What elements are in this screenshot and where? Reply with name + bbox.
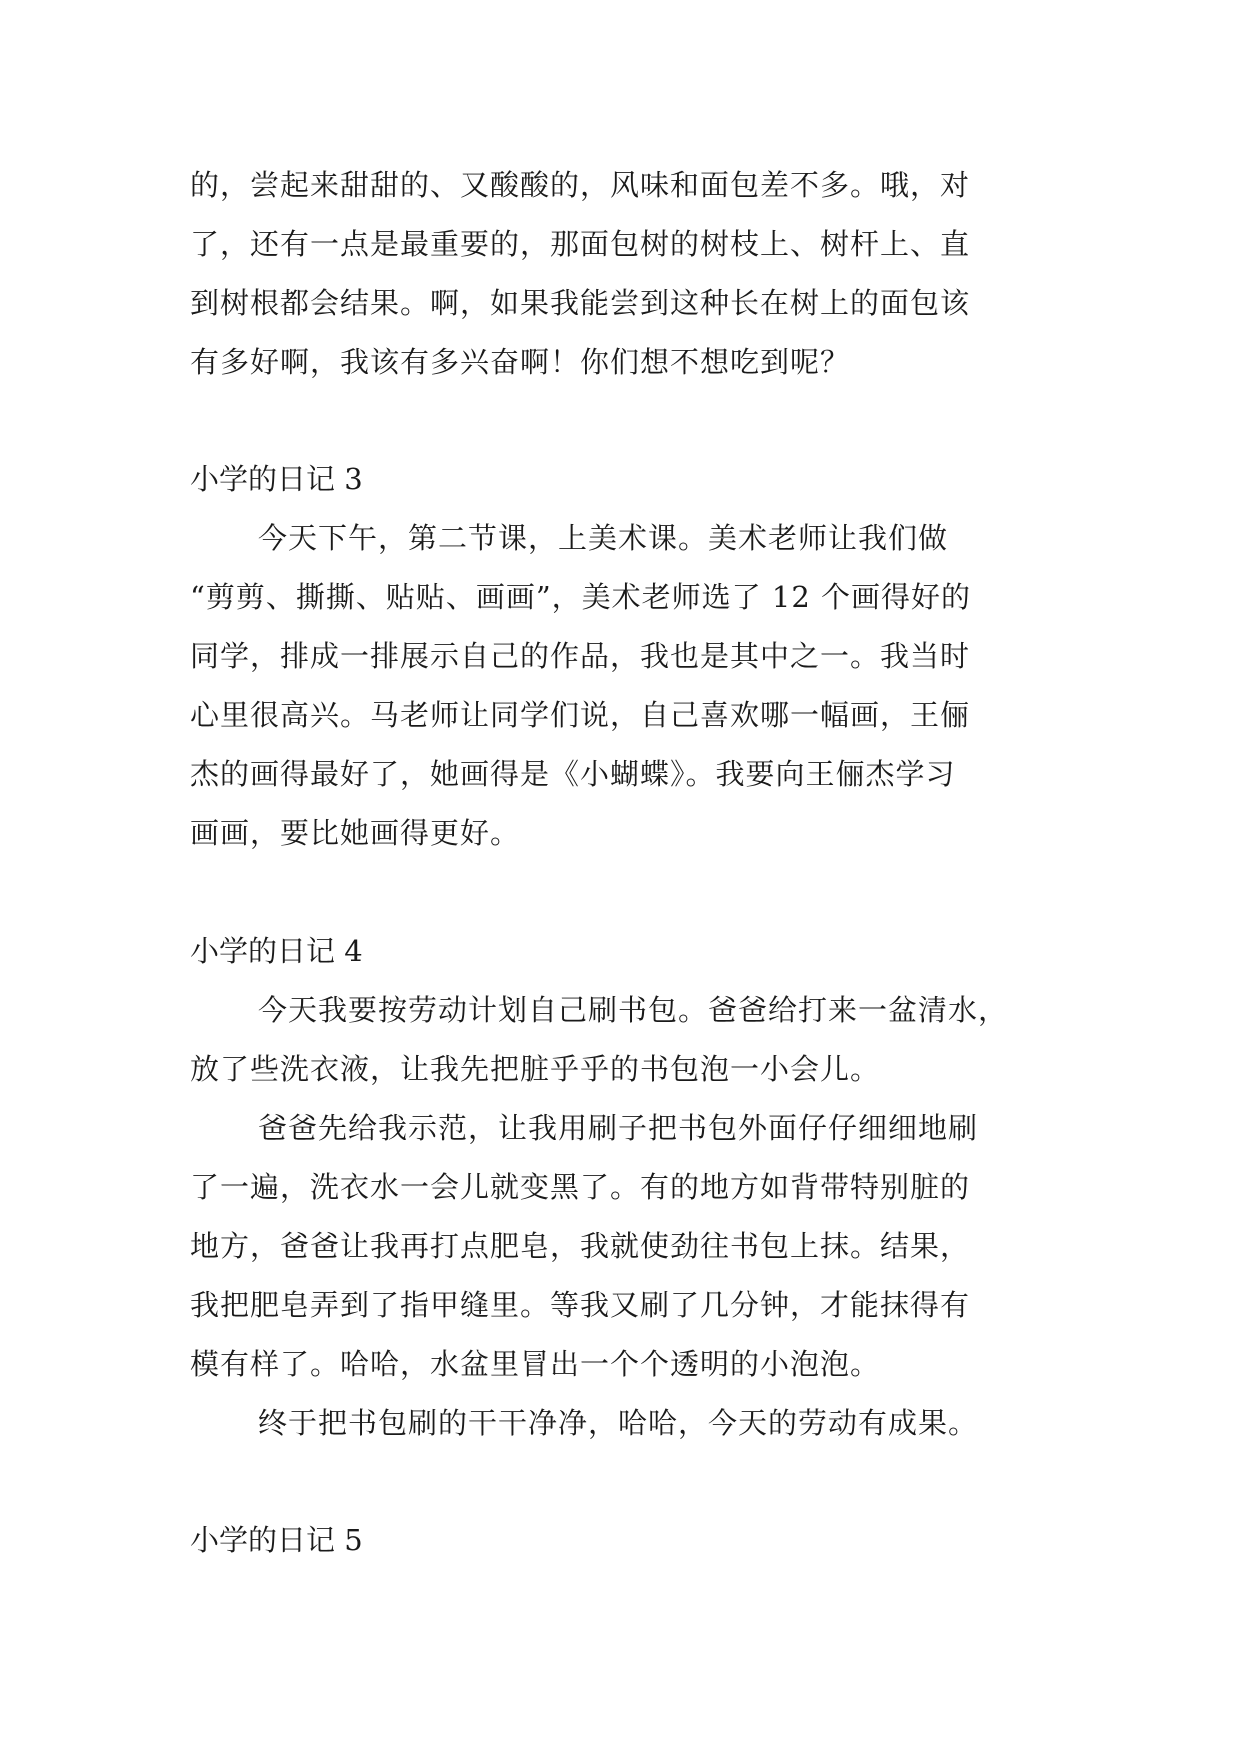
paragraph-line: 了一遍，洗衣水一会儿就变黑了。有的地方如背带特别脏的 [190, 1170, 971, 1204]
paragraph-line: 我把肥皂弄到了指甲缝里。等我又刷了几分钟，才能抹得有 [190, 1288, 971, 1322]
paragraph-line: 终于把书包刷的干干净净，哈哈，今天的劳动有成果。 [258, 1406, 979, 1440]
paragraph-line: 的，尝起来甜甜的、又酸酸的，风味和面包差不多。哦，对 [190, 168, 971, 202]
paragraph-line: 地方，爸爸让我再打点肥皂，我就使劲往书包上抹。结果， [190, 1229, 971, 1263]
paragraph-line: 杰的画得最好了，她画得是《小蝴蝶》。我要向王俪杰学习 [190, 757, 956, 791]
section-title: 小学的日记 5 [190, 1523, 363, 1557]
paragraph-line: 今天下午，第二节课，上美术课。美术老师让我们做 [258, 521, 949, 555]
paragraph-line: 同学，排成一排展示自己的作品，我也是其中之一。我当时 [190, 639, 971, 673]
section-title: 小学的日记 4 [190, 934, 363, 968]
section-title: 小学的日记 3 [190, 462, 363, 496]
paragraph-line: “剪剪、撕撕、贴贴、画画”，美术老师选了 12 个画得好的 [190, 580, 971, 614]
paragraph-line: 到树根都会结果。啊，如果我能尝到这种长在树上的面包该 [190, 286, 971, 320]
paragraph-line: 了，还有一点是最重要的，那面包树的树枝上、树杆上、直 [190, 227, 971, 261]
paragraph-line: 心里很高兴。马老师让同学们说，自己喜欢哪一幅画，王俪 [190, 698, 971, 732]
paragraph-line: 有多好啊，我该有多兴奋啊！你们想不想吃到呢？ [190, 345, 851, 379]
paragraph-line: 今天我要按劳动计划自己刷书包。爸爸给打来一盆清水， [258, 993, 1009, 1027]
paragraph-line: 放了些洗衣液，让我先把脏乎乎的书包泡一小会儿。 [190, 1052, 881, 1086]
paragraph-line: 模有样了。哈哈，水盆里冒出一个个透明的小泡泡。 [190, 1347, 881, 1381]
paragraph-line: 画画，要比她画得更好。 [190, 816, 521, 850]
paragraph-line: 爸爸先给我示范，让我用刷子把书包外面仔仔细细地刷 [258, 1111, 979, 1145]
